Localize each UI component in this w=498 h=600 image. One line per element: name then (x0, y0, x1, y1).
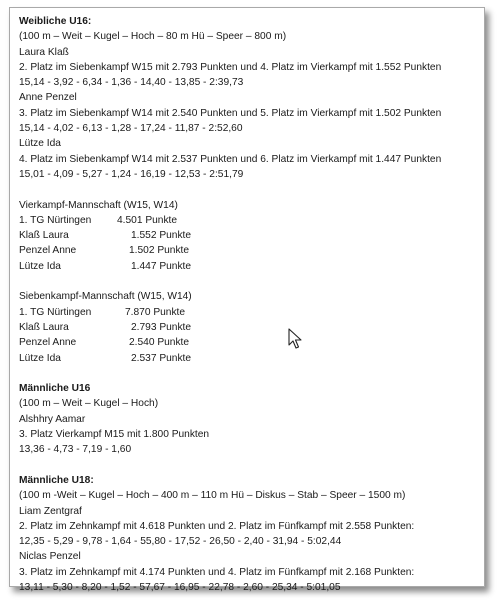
spacer (19, 366, 480, 381)
athlete-name: Niclas Penzel (19, 551, 81, 563)
athlete-values: 15,14 - 3,92 - 6,34 - 1,36 - 14,40 - 13,85 - 2:39,73 (19, 77, 244, 89)
athlete-result: 2. Platz im Zehnkampf mit 4.618 Punkten und 2. Platz im Fünfkampf mit 2.558 Punkten: (19, 520, 415, 532)
athlete-name: Laura Klaß (19, 46, 69, 58)
team-row (19, 259, 480, 274)
team-row-name: Penzel Anne (19, 245, 77, 257)
athlete-values: 13,36 - 4,73 - 7,19 - 1,60 (19, 444, 132, 456)
team-row (19, 320, 480, 335)
athlete-values: 12,35 - 5,29 - 9,78 - 1,64 - 55,80 - 17,52 - 26,50 - 2,40 - 31,94 - 5:02,44 (19, 536, 342, 548)
athlete-name: Alshhry Aamar (19, 413, 86, 425)
document-content (19, 14, 480, 595)
athlete-name: Anne Penzel (19, 92, 77, 104)
athlete-values: 15,01 - 4,09 - 5,27 - 1,24 - 16,19 - 12,53 - 2:51,79 (19, 168, 244, 180)
events-male-u16: (100 m – Weit – Kugel – Hoch) (19, 398, 159, 410)
team-row-points: 4.501 Punkte (117, 214, 178, 226)
section-title-male-u16: Männliche U16 (19, 383, 91, 395)
document-page (9, 7, 485, 593)
team-row-name: Klaß Laura (19, 230, 69, 242)
athlete-name: Lütze Ida (19, 138, 61, 150)
team-row-points: 2.540 Punkte (129, 337, 190, 349)
team-row-name: 1. TG Nürtingen (19, 214, 92, 226)
athlete-result: 2. Platz im Siebenkampf W15 mit 2.793 Punkten und 4. Platz im Vierkampf mit 1.552 Punkten (19, 61, 442, 73)
team-siebenkampf-title: Siebenkampf-Mannschaft (W15, W14) (19, 291, 192, 303)
team-row-points: 1.447 Punkte (131, 260, 192, 272)
athlete-result: 3. Platz im Siebenkampf W14 mit 2.540 Punkten und 5. Platz im Vierkampf mit 1.502 Punkten (19, 107, 442, 119)
team-row (19, 228, 480, 243)
team-row-name: 1. TG Nürtingen (19, 306, 92, 318)
team-row (19, 243, 480, 258)
team-row (19, 305, 480, 320)
spacer (19, 274, 480, 289)
athlete-result: 4. Platz im Siebenkampf W14 mit 2.537 Punkten und 6. Platz im Vierkampf mit 1.447 Punkten (19, 153, 442, 165)
team-row (19, 351, 480, 366)
spacer (19, 458, 480, 473)
team-vierkampf-title: Vierkampf-Mannschaft (W15, W14) (19, 199, 178, 211)
athlete-result: 3. Platz im Zehnkampf mit 4.174 Punkten und 4. Platz im Fünfkampf mit 2.168 Punkten: (19, 566, 415, 578)
events-female-u16: (100 m – Weit – Kugel – Hoch – 80 m Hü – Speer – 800 m) (19, 31, 287, 43)
team-row (19, 213, 480, 228)
section-title-female-u16: Weibliche U16: (19, 16, 92, 27)
team-row-name: Lütze Ida (19, 352, 61, 364)
team-row-points: 7.870 Punkte (125, 306, 186, 318)
team-row (19, 335, 480, 350)
athlete-result: 3. Platz Vierkampf M15 mit 1.800 Punkten (19, 429, 210, 441)
athlete-values: 15,14 - 4,02 - 6,13 - 1,28 - 17,24 - 11,87 - 2:52,60 (19, 123, 243, 135)
team-row-points: 2.793 Punkte (131, 321, 192, 333)
spacer (19, 182, 480, 197)
team-row-points: 1.502 Punkte (129, 245, 190, 257)
team-row-name: Penzel Anne (19, 337, 77, 349)
team-row-points: 2.537 Punkte (131, 352, 192, 364)
athlete-name: Liam Zentgraf (19, 505, 82, 517)
mouse-pointer-icon (288, 328, 304, 350)
team-row-points: 1.552 Punkte (131, 230, 192, 242)
team-row-name: Lütze Ida (19, 260, 61, 272)
section-title-male-u18: Männliche U18: (19, 474, 94, 486)
athlete-values: 13,11 - 5,30 - 8,20 - 1,52 - 57,67 - 16,95 - 22,78 - 2,60 - 25,34 - 5:01,05 (19, 581, 341, 593)
team-row-name: Klaß Laura (19, 321, 69, 333)
events-male-u18: (100 m -Weit – Kugel – Hoch – 400 m – 110 m Hü – Diskus – Stab – Speer – 1500 m) (19, 490, 406, 502)
